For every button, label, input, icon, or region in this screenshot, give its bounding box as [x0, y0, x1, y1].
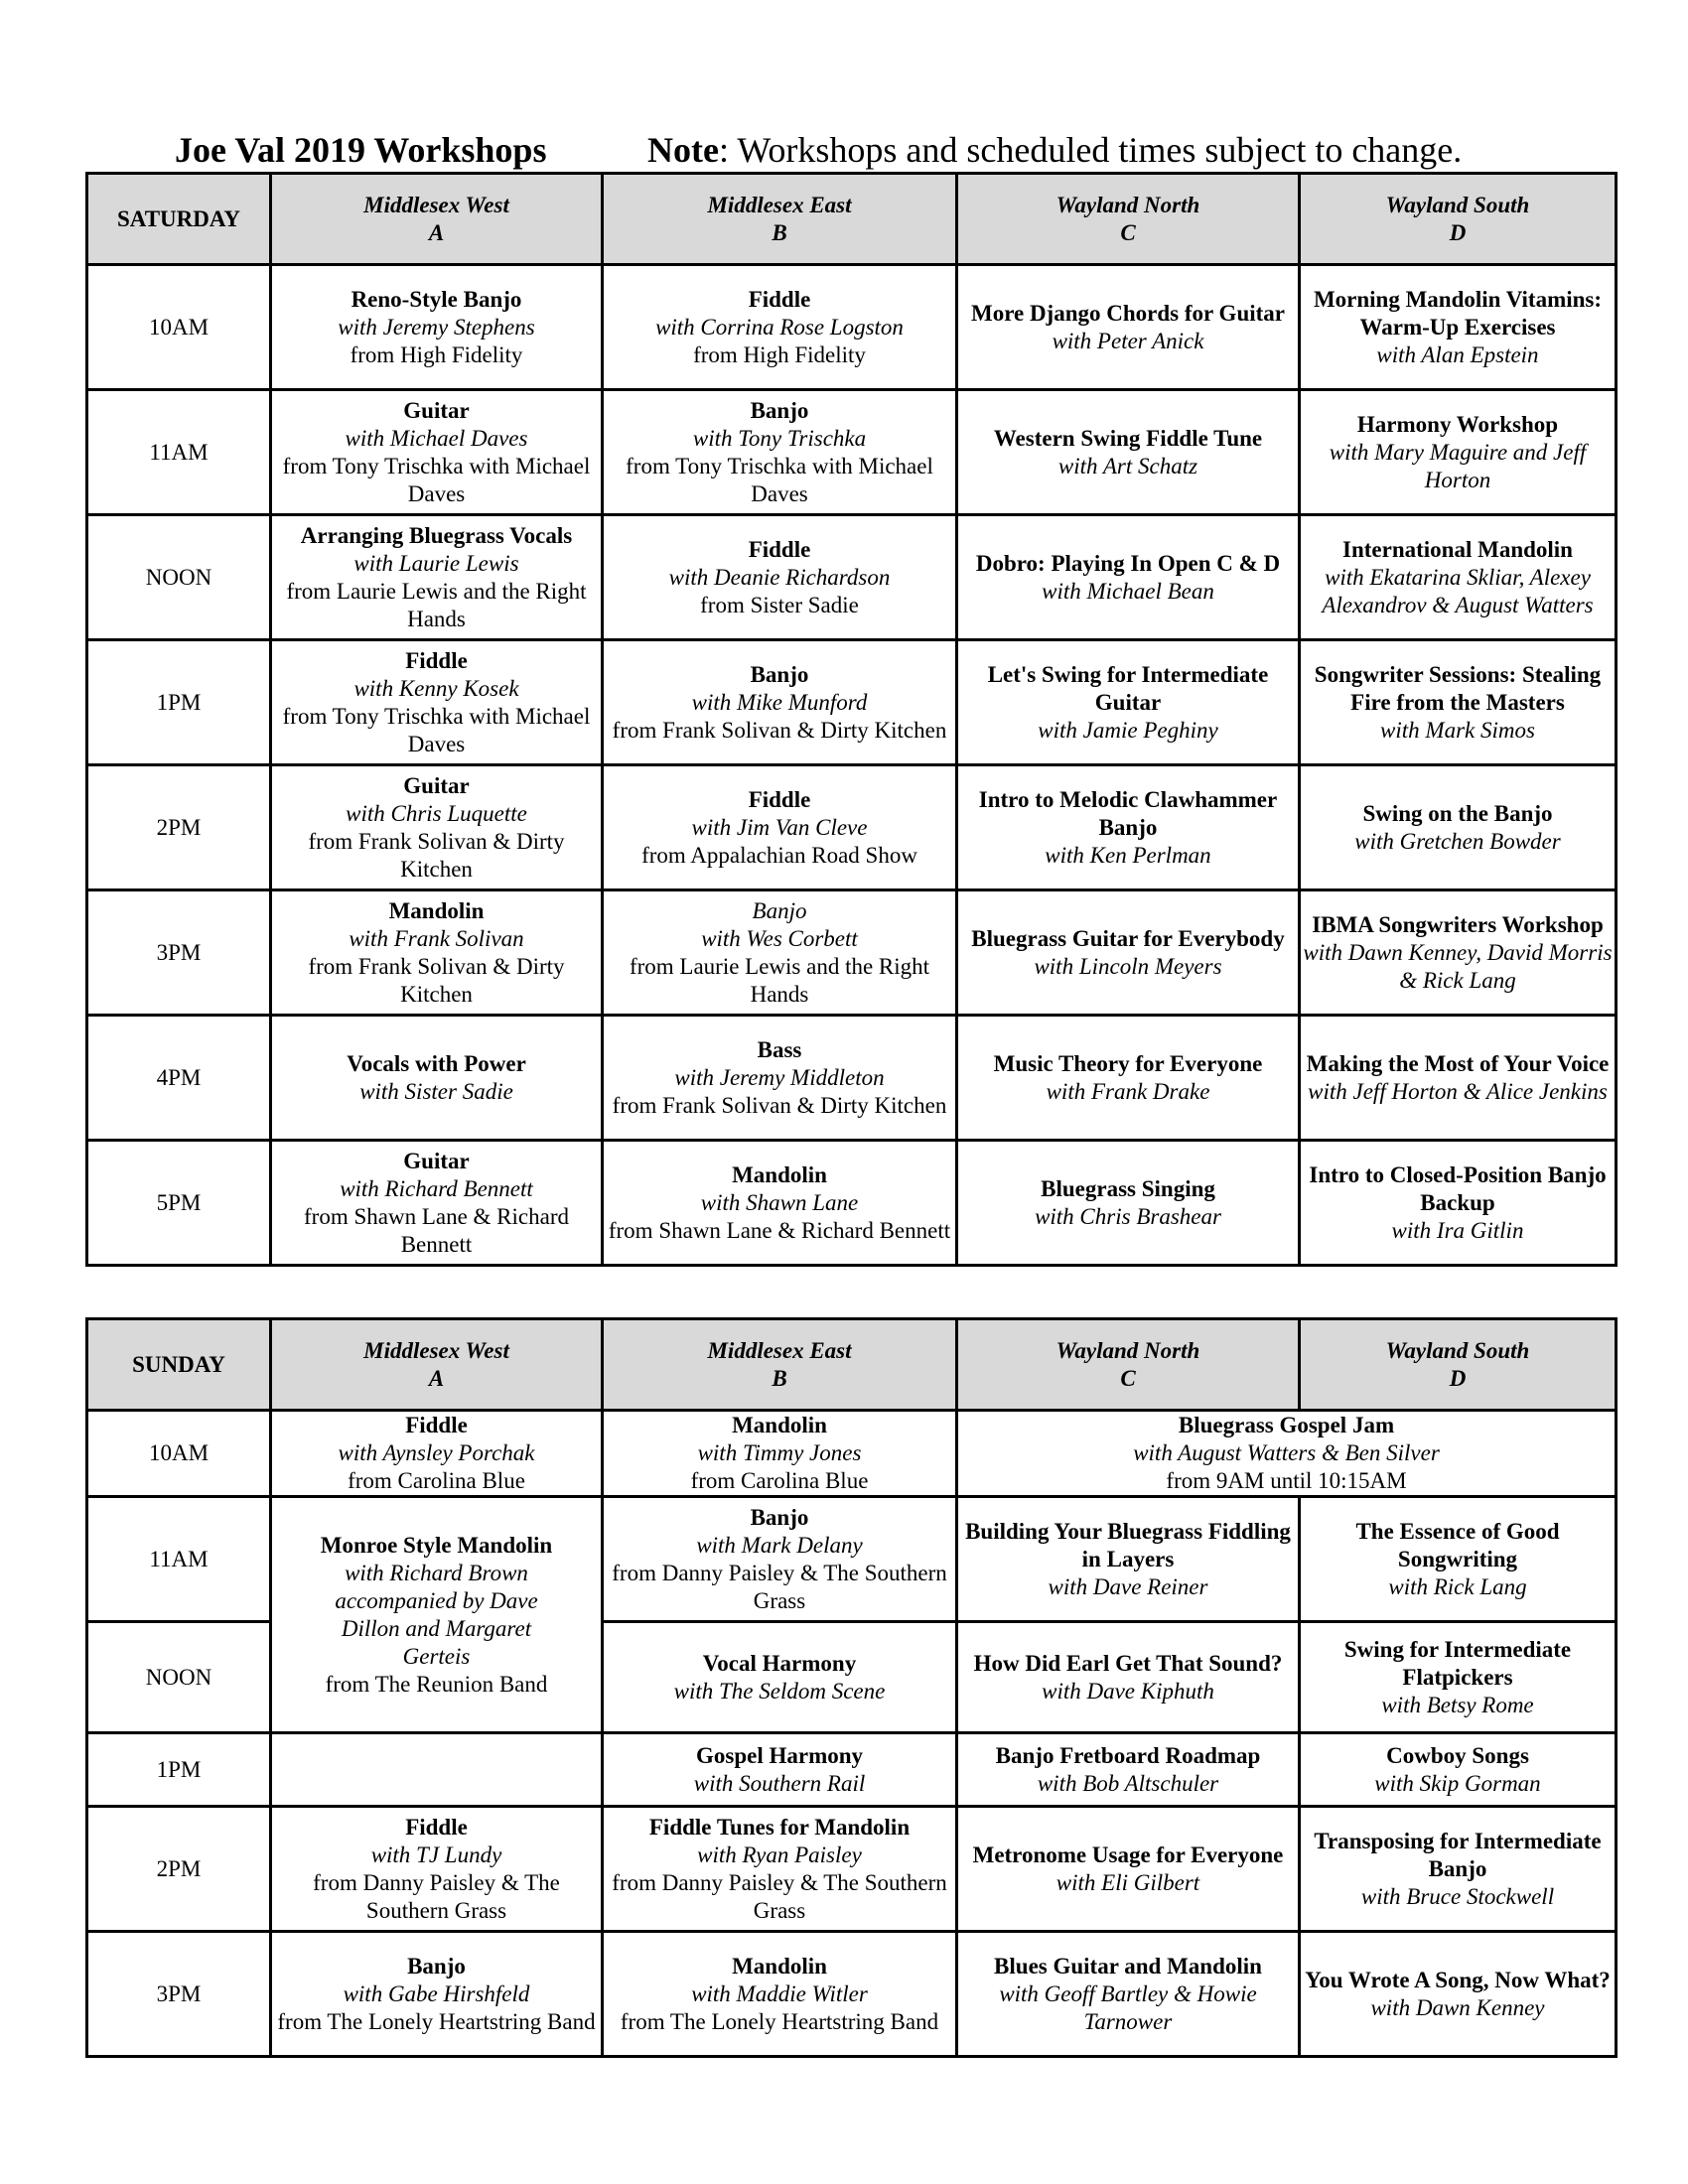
workshop-band: from Carolina Blue: [690, 1468, 869, 1493]
workshop-instructor: with Gabe Hirshfeld: [343, 1980, 530, 2006]
workshop-instructor: with Ken Perlman: [1045, 842, 1211, 868]
workshop-cell: [957, 390, 1300, 515]
workshop-title: Swing for Intermediate Flatpickers: [1343, 1636, 1572, 1690]
workshop-instructor: with Gretchen Bowder: [1354, 828, 1561, 854]
workshop-instructor: with Timmy Jones: [697, 1440, 862, 1465]
table-row: [87, 890, 1617, 1016]
workshop-cell: [271, 1411, 603, 1497]
table-row: [87, 265, 1617, 390]
workshop-title: Guitar: [403, 397, 470, 423]
workshop-instructor: with Alan Epstein: [1376, 341, 1539, 367]
workshop-cell: [271, 1497, 603, 1733]
workshop-cell: [957, 1622, 1300, 1733]
table-row: [87, 1411, 1617, 1497]
table-row: [87, 390, 1617, 515]
workshop-band: from Carolina Blue: [348, 1468, 525, 1493]
workshop-instructor: with Jamie Peghiny: [1038, 717, 1218, 743]
workshop-band: from Frank Solivan & Dirty Kitchen: [612, 717, 947, 743]
room-header-a: Middlesex West A: [271, 1319, 603, 1411]
workshop-band: from The Lonely Heartstring Band: [620, 2008, 939, 2034]
workshop-title: Banjo: [407, 1953, 466, 1979]
workshop-cell: [957, 765, 1300, 890]
workshop-band: from Laurie Lewis and the Right Hands: [286, 578, 587, 631]
workshop-band: from Laurie Lewis and the Right Hands: [629, 953, 930, 1007]
workshop-title: Music Theory for Everyone: [993, 1050, 1263, 1076]
workshop-cell: [957, 265, 1300, 390]
workshop-instructor: with TJ Lundy: [370, 1842, 502, 1867]
header-note: [647, 129, 1462, 171]
workshop-cell: [271, 1932, 603, 2057]
workshop-instructor: with Richard Brown accompanied by Dave Dillon and Margaret Gerteis: [335, 1560, 538, 1669]
workshop-instructor: with Jeremy Middleton: [674, 1064, 885, 1090]
room-header-c: Wayland North C: [957, 174, 1300, 265]
workshop-title: Let's Swing for Intermediate Guitar: [987, 661, 1269, 715]
workshop-title: Fiddle: [405, 1814, 468, 1840]
time-slot: 10AM: [87, 265, 271, 390]
workshop-cell: [603, 765, 957, 890]
workshop-instructor: with Bob Altschuler: [1037, 1770, 1219, 1796]
room-header-d: Wayland South D: [1300, 174, 1617, 265]
table-row: [87, 1016, 1617, 1141]
workshop-title: How Did Earl Get That Sound?: [973, 1650, 1283, 1676]
note-text: : Workshops and scheduled times subject to change.: [718, 130, 1463, 170]
workshop-instructor: with Dave Kiphuth: [1042, 1678, 1214, 1704]
sunday-body: [87, 1411, 1617, 2057]
workshop-instructor: with Maddie Witler: [691, 1980, 868, 2006]
workshop-instructor: with Tony Trischka: [692, 425, 867, 451]
workshop-title: Western Swing Fiddle Tune: [993, 425, 1263, 451]
workshop-instructor: with Mike Munford: [691, 689, 868, 715]
workshop-instructor: with Frank Drake: [1046, 1078, 1210, 1104]
workshop-title: Intro to Melodic Clawhammer Banjo: [978, 786, 1278, 840]
workshop-instructor: with Jeff Horton & Alice Jenkins: [1308, 1078, 1608, 1104]
workshop-cell: [271, 1141, 603, 1266]
workshop-instructor: with Rick Lang: [1388, 1573, 1527, 1599]
workshop-instructor: with Dawn Kenney: [1370, 1994, 1545, 2020]
workshop-cell: [1300, 1141, 1617, 1266]
workshop-cell: [603, 640, 957, 765]
workshop-cell: [271, 1807, 603, 1932]
workshop-title: Gospel Harmony: [695, 1742, 864, 1768]
workshop-cell: [603, 1622, 957, 1733]
workshop-cell: [603, 515, 957, 640]
workshop-instructor: Banjo: [752, 897, 807, 923]
workshop-instructor: with Ryan Paisley: [697, 1842, 862, 1867]
workshop-title: Mandolin: [732, 1161, 827, 1187]
workshop-cell: [957, 1141, 1300, 1266]
workshop-cell: [957, 1733, 1300, 1807]
time-slot: 3PM: [87, 1932, 271, 2057]
workshop-band: from 9AM until 10:15AM: [1166, 1468, 1407, 1493]
empty-cell: [271, 1733, 603, 1807]
workshop-cell: [957, 1016, 1300, 1141]
workshop-cell: [603, 265, 957, 390]
workshop-instructor: with Geoff Bartley & Howie Tarnower: [999, 1980, 1257, 2034]
workshop-cell: [1300, 390, 1617, 515]
workshop-instructor: with Southern Rail: [693, 1770, 866, 1796]
workshop-title: Bluegrass Singing: [1041, 1175, 1215, 1201]
workshop-title: Morning Mandolin Vitamins: Warm-Up Exercises: [1313, 286, 1603, 340]
sunday-table: [85, 1317, 1618, 2058]
workshop-cell: [271, 640, 603, 765]
workshop-cell: [271, 515, 603, 640]
workshop-instructor: with Skip Gorman: [1374, 1770, 1541, 1796]
workshop-band: from Tony Trischka with Michael Daves: [282, 703, 591, 756]
time-slot: 3PM: [87, 890, 271, 1016]
workshop-cell: [1300, 265, 1617, 390]
workshop-title: Banjo Fretboard Roadmap: [995, 1742, 1261, 1768]
workshop-band: from Danny Paisley & The Southern Grass: [612, 1869, 947, 1923]
note-label: Note: [647, 130, 719, 170]
workshop-instructor: with Michael Bean: [1042, 578, 1214, 604]
time-slot: 10AM: [87, 1411, 271, 1497]
workshop-title: Intro to Closed-Position Banjo Backup: [1309, 1161, 1607, 1215]
workshop-instructor: with Mark Simos: [1380, 717, 1535, 743]
workshop-instructor: with Chris Luquette: [346, 800, 527, 826]
workshop-instructor: with Ekatarina Skliar, Alexey Alexandrov & August Watters: [1322, 564, 1594, 617]
workshop-instructor: with Art Schatz: [1057, 453, 1198, 478]
workshop-cell: [603, 1411, 957, 1497]
workshop-instructor: with Wes Corbett: [701, 925, 858, 951]
workshop-instructor: with Shawn Lane: [700, 1189, 859, 1215]
workshop-instructor: with Michael Daves: [345, 425, 528, 451]
workshop-instructor: with Laurie Lewis: [353, 550, 519, 576]
workshop-title: Fiddle Tunes for Mandolin: [648, 1814, 911, 1840]
room-header-b: Middlesex East B: [603, 1319, 957, 1411]
workshop-instructor: with Jim Van Cleve: [691, 814, 868, 840]
workshop-title: Mandolin: [732, 1413, 827, 1437]
workshop-cell: [271, 1016, 603, 1141]
workshop-title: Vocal Harmony: [702, 1650, 857, 1676]
room-header-c: Wayland North C: [957, 1319, 1300, 1411]
table-row: [87, 1497, 1617, 1622]
day-label: SATURDAY: [87, 174, 271, 265]
table-row: [87, 1932, 1617, 2057]
time-slot: 11AM: [87, 1497, 271, 1622]
workshop-band: from Tony Trischka with Michael Daves: [626, 453, 933, 506]
workshop-title: Bluegrass Gospel Jam: [1178, 1413, 1395, 1437]
workshop-instructor: with Jeremy Stephens: [338, 314, 535, 340]
saturday-body: [87, 265, 1617, 1266]
workshop-title: Building Your Bluegrass Fiddling in Layers: [965, 1518, 1291, 1571]
workshop-instructor: with Kenny Kosek: [353, 675, 519, 701]
page-header: [175, 129, 1545, 171]
workshop-cell: [603, 1932, 957, 2057]
workshop-title: Dobro: Playing In Open C & D: [975, 550, 1281, 576]
workshop-instructor: with The Seldom Scene: [673, 1678, 886, 1704]
workshop-title: Guitar: [403, 1148, 470, 1173]
workshop-instructor: with Eli Gilbert: [1055, 1869, 1200, 1895]
workshop-cell: [271, 265, 603, 390]
workshop-cell: [603, 1016, 957, 1141]
time-slot: 2PM: [87, 765, 271, 890]
workshop-band: from Shawn Lane & Richard Bennett: [608, 1217, 951, 1243]
workshop-instructor: with Bruce Stockwell: [1360, 1883, 1555, 1909]
workshop-title: International Mandolin: [1342, 536, 1573, 562]
time-slot: NOON: [87, 515, 271, 640]
table-row: [87, 1141, 1617, 1266]
workshop-band: from High Fidelity: [350, 341, 523, 367]
workshop-cell: [1300, 1622, 1617, 1733]
workshop-title: Monroe Style Mandolin: [320, 1532, 553, 1558]
workshop-cell: [1300, 1016, 1617, 1141]
workshop-cell: [957, 515, 1300, 640]
workshop-cell: [957, 1932, 1300, 2057]
time-slot: 2PM: [87, 1807, 271, 1932]
workshop-title: You Wrote A Song, Now What?: [1305, 1967, 1611, 1992]
workshop-title: Banjo: [750, 397, 809, 423]
workshop-cell: [957, 890, 1300, 1016]
workshop-cell: [603, 390, 957, 515]
workshop-instructor: with August Watters & Ben Silver: [1133, 1440, 1440, 1465]
workshop-instructor: with Sister Sadie: [359, 1078, 513, 1104]
workshop-instructor: with Deanie Richardson: [668, 564, 891, 590]
room-header-b: Middlesex East B: [603, 174, 957, 265]
workshop-cell: [957, 1497, 1300, 1622]
workshop-band: from Danny Paisley & The Southern Grass: [612, 1560, 947, 1613]
workshop-cell: [271, 390, 603, 515]
workshop-title: Fiddle: [405, 647, 468, 673]
workshop-title: Metronome Usage for Everyone: [972, 1842, 1284, 1867]
workshop-title: Reno-Style Banjo: [351, 286, 522, 312]
workshop-title: Vocals with Power: [347, 1050, 526, 1076]
workshop-title: Swing on the Banjo: [1362, 800, 1553, 826]
room-header-a: Middlesex West A: [271, 174, 603, 265]
workshop-instructor: with Corrina Rose Logston: [655, 314, 904, 340]
workshop-band: from Frank Solivan & Dirty Kitchen: [308, 828, 565, 882]
workshop-cell: [1300, 1733, 1617, 1807]
workshop-title: Songwriter Sessions: Stealing Fire from the Masters: [1314, 661, 1602, 715]
workshop-instructor: with Aynsley Porchak: [338, 1440, 535, 1465]
workshop-cell: [603, 1733, 957, 1807]
time-slot: 1PM: [87, 640, 271, 765]
workshop-title: Fiddle: [405, 1413, 468, 1437]
workshop-cell: [271, 765, 603, 890]
workshop-cell: [1300, 890, 1617, 1016]
workshop-cell: [271, 890, 603, 1016]
workshop-instructor: with Frank Solivan: [349, 925, 524, 951]
time-slot: NOON: [87, 1622, 271, 1733]
workshop-band: from Frank Solivan & Dirty Kitchen: [308, 953, 565, 1007]
workshop-instructor: with Lincoln Meyers: [1034, 953, 1222, 979]
workshop-instructor: with Peter Anick: [1052, 328, 1204, 353]
workshop-title: Banjo: [750, 661, 809, 687]
workshop-instructor: with Dawn Kenney, David Morris & Rick Lang: [1303, 939, 1613, 993]
table-row: [87, 640, 1617, 765]
workshop-cell: [603, 1497, 957, 1622]
day-label: SUNDAY: [87, 1319, 271, 1411]
workshop-title: Fiddle: [748, 536, 811, 562]
workshop-title: Harmony Workshop: [1356, 411, 1559, 437]
time-slot: 4PM: [87, 1016, 271, 1141]
time-slot: 11AM: [87, 390, 271, 515]
workshop-instructor: with Betsy Rome: [1381, 1692, 1534, 1717]
workshop-instructor: with Ira Gitlin: [1391, 1217, 1524, 1243]
workshop-cell: [603, 1807, 957, 1932]
saturday-table: [85, 172, 1618, 1267]
workshop-instructor: with Mark Delany: [696, 1532, 863, 1558]
workshop-title: Arranging Bluegrass Vocals: [300, 522, 573, 548]
workshop-title: Transposing for Intermediate Banjo: [1314, 1828, 1602, 1881]
workshop-cell: [1300, 515, 1617, 640]
workshop-band: from High Fidelity: [693, 341, 866, 367]
workshop-title: Bass: [757, 1036, 802, 1062]
time-slot: 5PM: [87, 1141, 271, 1266]
page-title: Joe Val 2019 Workshops: [175, 130, 547, 170]
workshop-title: More Django Chords for Guitar: [970, 300, 1285, 326]
workshop-title: Banjo: [750, 1504, 809, 1530]
workshop-cell: [1300, 640, 1617, 765]
workshop-title: IBMA Songwriters Workshop: [1312, 911, 1604, 937]
workshop-band: from Sister Sadie: [700, 592, 859, 617]
table-row: [87, 515, 1617, 640]
workshop-instructor: with Chris Brashear: [1035, 1203, 1221, 1229]
workshop-instructor: with Mary Maguire and Jeff Horton: [1329, 439, 1587, 492]
workshop-cell: [1300, 1807, 1617, 1932]
table-row: [87, 765, 1617, 890]
room-header-d: Wayland South D: [1300, 1319, 1617, 1411]
table-row: [87, 1807, 1617, 1932]
workshop-band: from Shawn Lane & Richard Bennett: [304, 1203, 569, 1257]
workshop-cell: [1300, 765, 1617, 890]
time-slot: 1PM: [87, 1733, 271, 1807]
workshop-instructor: with Dave Reiner: [1048, 1573, 1208, 1599]
workshop-instructor: with Richard Bennett: [340, 1175, 533, 1201]
workshop-title: Mandolin: [732, 1953, 827, 1979]
workshop-cell: [957, 1411, 1617, 1497]
workshop-title: Fiddle: [748, 286, 811, 312]
workshop-title: Fiddle: [748, 786, 811, 812]
workshop-cell: [957, 1807, 1300, 1932]
workshop-band: from The Lonely Heartstring Band: [277, 2008, 596, 2034]
workshop-title: The Essence of Good Songwriting: [1355, 1518, 1560, 1571]
workshop-title: Mandolin: [388, 897, 485, 923]
workshop-cell: [603, 1141, 957, 1266]
workshop-band: from Frank Solivan & Dirty Kitchen: [612, 1092, 947, 1118]
workshop-title: Cowboy Songs: [1386, 1742, 1529, 1768]
workshop-title: Making the Most of Your Voice: [1306, 1050, 1610, 1076]
workshop-cell: [1300, 1932, 1617, 2057]
table-row: [87, 1733, 1617, 1807]
workshop-band: from The Reunion Band: [325, 1671, 548, 1697]
workshop-cell: [603, 890, 957, 1016]
workshop-title: Bluegrass Guitar for Everybody: [971, 925, 1285, 951]
workshop-cell: [1300, 1497, 1617, 1622]
workshop-title: Guitar: [403, 772, 470, 798]
workshop-band: from Tony Trischka with Michael Daves: [282, 453, 591, 506]
workshop-band: from Appalachian Road Show: [641, 842, 917, 868]
workshop-title: Blues Guitar and Mandolin: [994, 1953, 1262, 1979]
workshop-cell: [957, 640, 1300, 765]
workshop-band: from Danny Paisley & The Southern Grass: [313, 1869, 560, 1923]
